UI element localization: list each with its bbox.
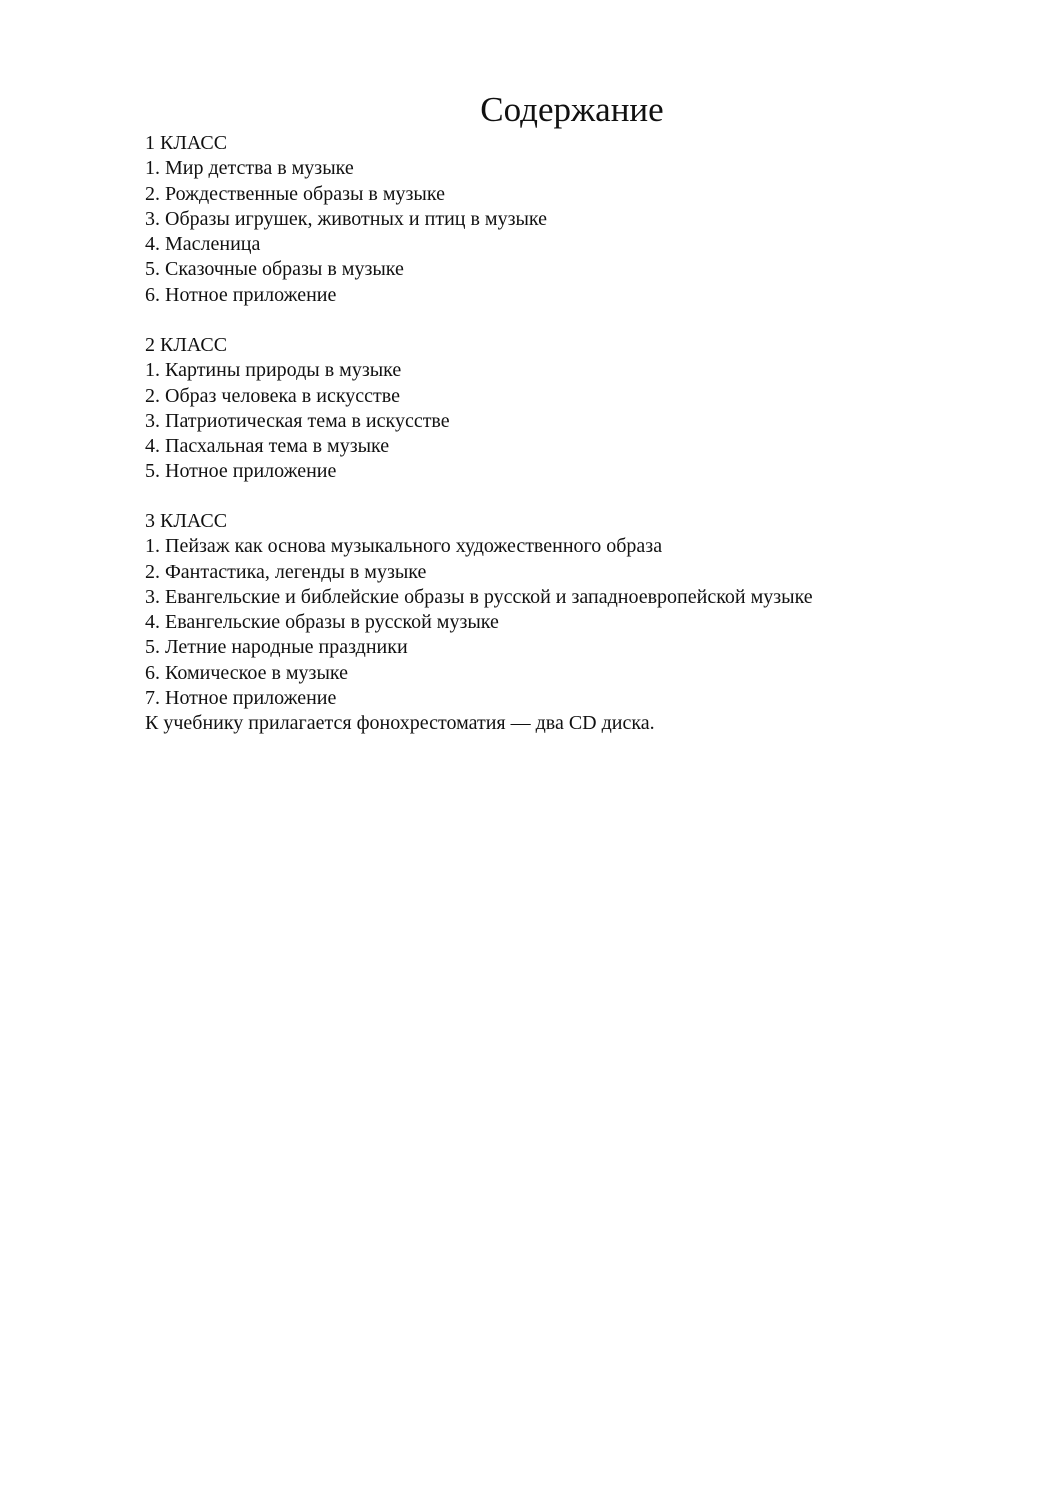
section-heading: 3 КЛАСС bbox=[145, 510, 228, 532]
page-title: Содержание bbox=[480, 90, 664, 129]
list-item: 1. Пейзаж как основа музыкального художественного образа bbox=[145, 535, 663, 558]
list-item: 5. Сказочные образы в музыке bbox=[145, 258, 404, 281]
list-item: 6. Нотное приложение bbox=[145, 283, 337, 306]
list-item: 7. Нотное приложение bbox=[145, 687, 337, 710]
list-item: 2. Рождественные образы в музыке bbox=[145, 182, 445, 205]
section-grade-2 bbox=[145, 333, 450, 485]
list-item: 3. Образы игрушек, животных и птиц в музыке bbox=[145, 207, 548, 230]
list-item: 2. Фантастика, легенды в музыке bbox=[145, 560, 427, 583]
section-heading: 2 КЛАСС bbox=[145, 334, 228, 356]
section-grade-3 bbox=[145, 509, 813, 737]
list-item: 3. Евангельские и библейские образы в русской и западноевропейской музыке bbox=[145, 585, 813, 608]
list-item: 6. Комическое в музыке bbox=[145, 661, 348, 684]
supplement-note: К учебнику прилагается фонохрестоматия — два CD диска. bbox=[145, 712, 655, 735]
section-heading: 1 КЛАСС bbox=[145, 132, 228, 154]
list-item: 5. Нотное приложение bbox=[145, 460, 337, 483]
list-item: 4. Пасхальная тема в музыке bbox=[145, 435, 390, 458]
list-item: 2. Образ человека в искусстве bbox=[145, 384, 400, 407]
list-item: 5. Летние народные праздники bbox=[145, 636, 408, 659]
list-item: 1. Картины природы в музыке bbox=[145, 359, 402, 382]
list-item: 4. Евангельские образы в русской музыке bbox=[145, 611, 499, 634]
section-grade-1 bbox=[145, 131, 547, 308]
list-item: 3. Патриотическая тема в искусстве bbox=[145, 409, 450, 432]
list-item: 4. Масленица bbox=[145, 233, 261, 256]
list-item: 1. Мир детства в музыке bbox=[145, 157, 354, 180]
